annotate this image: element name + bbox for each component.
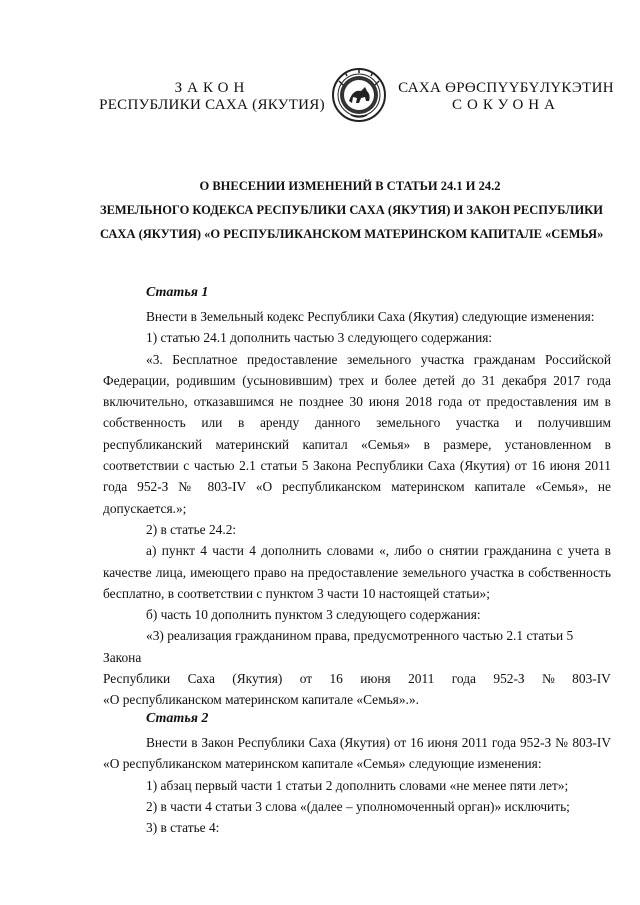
article-1-body [103,306,611,711]
article-2-heading: Статья 2 [146,711,209,726]
law-label-sakha: СОКУОНА [452,97,560,113]
word: 803-IV [572,671,611,687]
paragraph: «3) реализация гражданином права, предусмотренного частью 2.1 статьи 5 Закона [103,628,574,665]
title-line-1: О ВНЕСЕНИИ ИЗМЕНЕНИЙ В СТАТЬИ 24.1 И 24.2 [199,179,501,193]
paragraph: 3) в статье 4: [146,820,220,836]
paragraph: а) пункт 4 части 4 дополнить словами «, либо о снятии гражданина с учета в качестве лица, имеющего право на предоставление земельного участка в собственность бесплатно, в соответствии с пунктом 3 части 10 настоящей статьи»; [103,543,611,601]
paragraph: «3. Бесплатное предоставление земельного участка гражданам Российской Федерации, родившим (усыновившим) трех и более детей до 31 декабря 2017 года включительно, отказавшимся не позднее 30 июня 2018 года от предоставления им в собственность или в аренду данного земельного участка и получившим республиканский материнский капитал «Семья» в размере, установленном в соответствии с частью 2.1 статьи 5 Закона Республики Саха (Якутия) от 16 июня 2011 года 952-З № 803-IV «О республиканском материнском капитале «Семья», не допускается.»; [103,351,611,516]
paragraph: «О республиканском материнском капитале «Семья».». [103,692,419,708]
paragraph: 2) в статье 24.2: [146,521,237,537]
header-right [396,80,616,114]
coat-of-arms-icon [331,67,387,123]
law-label: ЗАКОН [174,80,250,96]
word: 16 [329,671,343,687]
paragraph: 1) абзац первый части 1 статьи 2 дополнить словами «не менее пяти лет»; [146,777,569,793]
word: (Якутия) [232,671,283,687]
republic-name-ru: РЕСПУБЛИКИ САХА (ЯКУТИЯ) [99,97,325,113]
paragraph: Внести в Закон Республики Саха (Якутия) от 16 июня 2011 года 952-З № 803-IV «О республиканском материнском капитале «Семья» следующие изменения: [103,735,611,772]
word: Саха [187,671,215,687]
article-1-heading: Статья 1 [146,285,209,300]
header-left [92,80,332,114]
word: от [299,671,313,687]
article-2-body [103,732,611,838]
word: № [542,671,555,687]
word: года [451,671,476,687]
paragraph: 2) в части 4 статьи 3 слова «(далее – уполномоченный орган)» исключить; [146,798,570,814]
paragraph: б) часть 10 дополнить пунктом 3 следующего содержания: [146,607,481,623]
title-line-3: САХА (ЯКУТИЯ) «О РЕСПУБЛИКАНСКОМ МАТЕРИНСКОМ КАПИТАЛЕ «СЕМЬЯ» [100,227,604,241]
title-line-2: ЗЕМЕЛЬНОГО КОДЕКСА РЕСПУБЛИКИ САХА (ЯКУТИЯ) И ЗАКОН РЕСПУБЛИКИ [100,203,603,217]
word: 952-З [493,671,525,687]
paragraph: 1) статью 24.1 дополнить частью 3 следующего содержания: [146,330,493,346]
paragraph-justified-line [103,668,611,689]
paragraph: Внести в Земельный кодекс Республики Саха (Якутия) следующие изменения: [146,309,595,324]
word: июня [360,671,391,687]
document-title [100,174,604,246]
word: Республики [103,671,171,687]
word: 2011 [408,671,435,687]
republic-name-sakha: САХА ӨРӨСПҮҮБҮЛҮКЭТИН [398,80,614,96]
